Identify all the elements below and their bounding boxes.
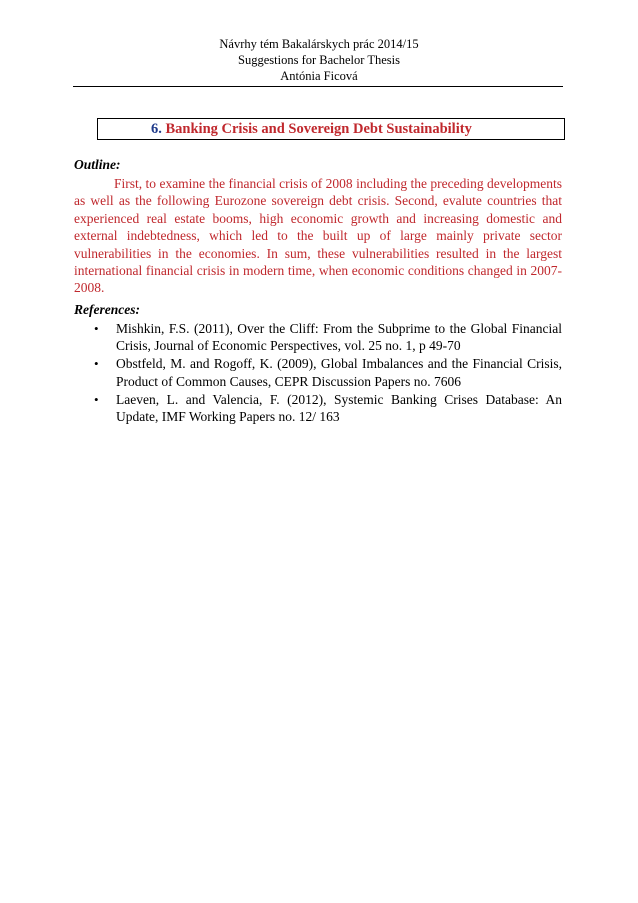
bullet-icon: •: [94, 321, 99, 336]
references-list: [74, 320, 562, 426]
reference-text: Laeven, L. and Valencia, F. (2012), Systemic Banking Crises Database: An Update, IMF Working Papers no. 12/ 163: [116, 391, 562, 425]
topic-title-box: [97, 118, 565, 140]
page-header: [0, 36, 638, 84]
topic-number: 6.: [151, 121, 162, 137]
reference-item: [74, 355, 562, 390]
topic-title: Banking Crisis and Sovereign Debt Sustainability: [165, 121, 472, 137]
reference-item: [74, 391, 562, 426]
outline-heading: Outline:: [74, 157, 121, 172]
reference-text: Obstfeld, M. and Rogoff, K. (2009), Global Imbalances and the Financial Crisis, Product of Common Causes, CEPR Discussion Papers no. 7606: [116, 356, 562, 389]
references-heading: References:: [74, 302, 140, 317]
header-divider: [73, 86, 563, 87]
header-course-title: Návrhy tém Bakalárskych prác 2014/15: [219, 37, 419, 51]
bullet-icon: •: [94, 356, 99, 372]
header-subtitle: Suggestions for Bachelor Thesis: [238, 53, 400, 67]
header-author: Antónia Ficová: [280, 69, 358, 83]
reference-item: [74, 320, 562, 355]
reference-text: Mishkin, F.S. (2011), Over the Cliff: From the Subprime to the Global Financial Crisis, Journal of Economic Perspectives, vol. 25 no. 1, p 49-70: [116, 321, 562, 354]
outline-paragraph: First, to examine the financial crisis of 2008 including the preceding developments as well as the following Eurozone sovereign debt crisis. Second, evalute countries that experienced real estate booms, high economic growth and increasing domestic and external indebtedness, which led to the built up of large mainly private sector vulnerabilities in the economies. In sum, these vulnerabilities resulted in the largest international financial crisis in modern time, when economic conditions changed in 2007-2008.: [74, 176, 562, 296]
bullet-icon: •: [94, 391, 99, 407]
